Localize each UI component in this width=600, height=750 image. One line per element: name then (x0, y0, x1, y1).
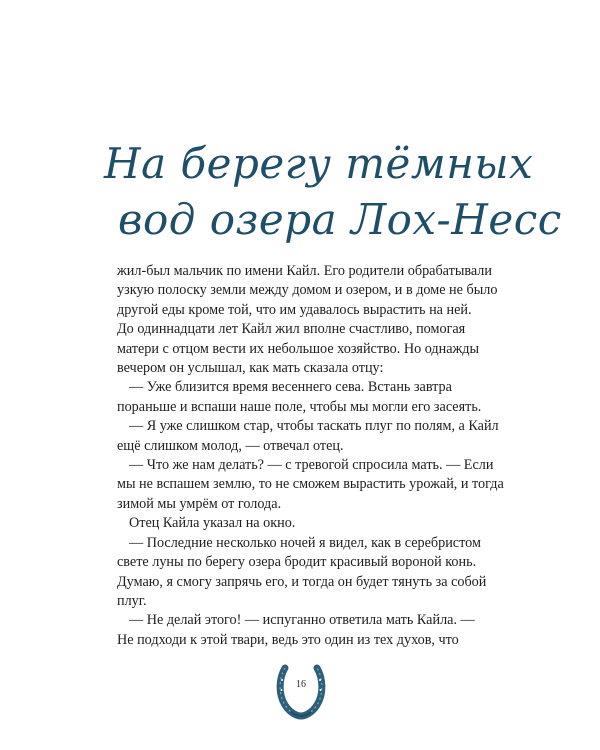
text-line: плуг. (117, 592, 147, 609)
text-line: Думаю, я смогу запрячь его, и тогда он будет тянуть за собой (117, 573, 487, 590)
chapter-title-line-1: На берегу тёмных (104, 139, 534, 188)
text-line: зимой мы умрём от голода. (117, 495, 282, 512)
text-line: ещё слишком молод, — отвечал отец. (117, 437, 344, 454)
text-line: — Я уже слишком стар, чтобы таскать плуг по полям, а Кайл (129, 418, 499, 435)
text-line: — Уже близится время весеннего сева. Встань завтра (129, 379, 452, 396)
text-line: Не подходи к этой твари, ведь это один из тех духов, что (117, 631, 459, 648)
text-line: другой еды кроме той, что им удавалось вырастить на ней. (117, 301, 472, 318)
page-footer (273, 662, 329, 722)
text-line: — Не делай этого! — испуганно ответила мать Кайла. — (129, 612, 475, 629)
text-line: — Последние несколько ночей я видел, как в серебристом (129, 534, 481, 551)
chapter-title-line-2: вод озера Лох-Несс (118, 195, 562, 244)
horseshoe-icon (273, 662, 329, 722)
text-line: свете луны по берегу озера бродит красивый вороной конь. (117, 554, 477, 571)
text-line: Отец Кайла указал на окно. (129, 515, 296, 532)
text-line: До одиннадцати лет Кайл жил вполне счастливо, помогая (117, 321, 466, 338)
page-number: 16 (296, 679, 306, 690)
text-line: узкую полоску земли между домом и озером, и в доме не было (117, 282, 498, 299)
text-line: матери с отцом вести их небольшое хозяйство. Но однажды (117, 340, 480, 357)
text-line: жил-был мальчик по имени Кайл. Его родители обрабатывали (117, 263, 492, 279)
body-text (117, 262, 504, 650)
text-line: мы не вспашем землю, то не сможем вырастить урожай, и тогда (117, 476, 504, 493)
text-line: вечером он услышал, как мать сказала отцу: (117, 360, 384, 377)
text-line: пораньше и вспаши наше поле, чтобы мы могли его засеять. (117, 398, 482, 415)
chapter-title (104, 136, 562, 248)
text-line: — Что же нам делать? — с тревогой спросила мать. — Если (129, 457, 494, 474)
